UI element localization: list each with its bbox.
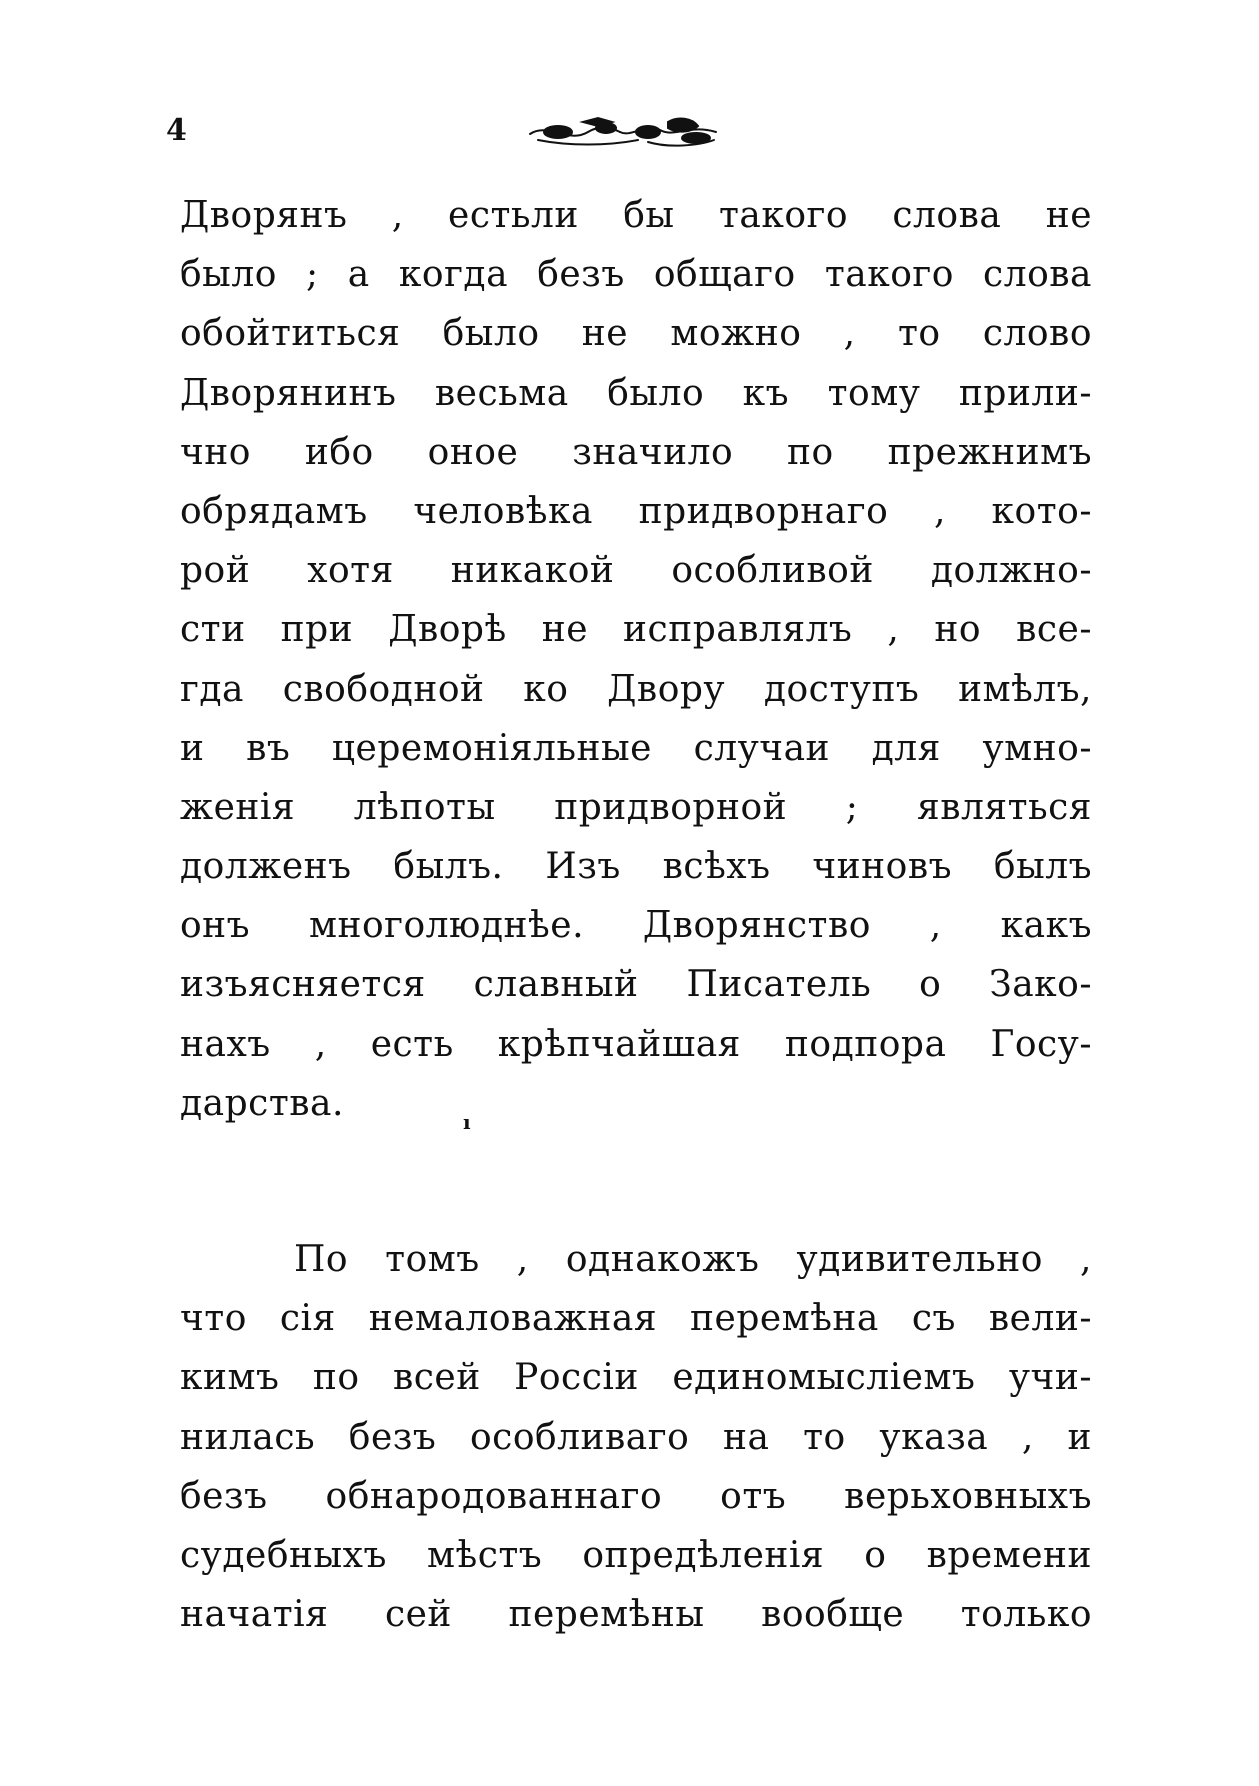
text-line: онъ многолюднѣе. Дворянство , какъ xyxy=(180,905,1092,947)
text-line: сти при Дворѣ не исправлялъ , но все- xyxy=(180,609,1092,651)
paragraph-1 xyxy=(180,186,1092,1133)
text-line: обойтиться было не можно , то слово xyxy=(180,313,1092,355)
vignette-ornament-icon xyxy=(528,112,718,152)
text-line: женія лѣпоты придворной ; являться xyxy=(180,786,1092,828)
text-line: безъ обнародованнаго отъ верьховныхъ xyxy=(180,1475,1092,1517)
text-line: изъясняется славный Писатель о Зако- xyxy=(180,964,1092,1006)
ink-mark: ı xyxy=(463,1110,471,1134)
text-line: обрядамъ человѣка придворнаго , кото- xyxy=(180,490,1092,532)
text-line: что сія немаловажная перемѣна съ вели- xyxy=(180,1298,1092,1340)
text-line: Дворянъ , естьли бы такого слова не xyxy=(180,195,1092,236)
text-line: Дворянинъ весьма было къ тому прили- xyxy=(180,372,1092,414)
text-line: По томъ , однакожъ удивительно , xyxy=(294,1239,1092,1280)
text-line: долженъ былъ. Изъ всѣхъ чиновъ былъ xyxy=(180,846,1092,888)
text-line: кимъ по всей Россіи единомысліемъ учи- xyxy=(180,1357,1092,1399)
text-line: рой хотя никакой особливой должно- xyxy=(180,550,1092,592)
text-line: дарства. xyxy=(180,1082,344,1124)
text-line: гда свободной ко Двору доступъ имѣлъ, xyxy=(180,668,1092,710)
text-line: судебныхъ мѣстъ опредѣленія о времени xyxy=(180,1534,1092,1576)
text-line: нахъ , есть крѣпчайшая подпора Госу- xyxy=(180,1023,1092,1065)
page-number: 4 xyxy=(166,113,187,148)
paragraph-2 xyxy=(180,1230,1092,1644)
text-line: нилась безъ особливаго на то указа , и xyxy=(180,1416,1092,1458)
text-line: было ; а когда безъ общаго такого слова xyxy=(180,254,1092,296)
text-line: начатія сей перемѣны вообще только xyxy=(180,1594,1092,1636)
text-line: чно ибо оное значило по прежнимъ xyxy=(180,431,1092,473)
text-line: и въ церемоніяльные случаи для умно- xyxy=(180,727,1092,769)
